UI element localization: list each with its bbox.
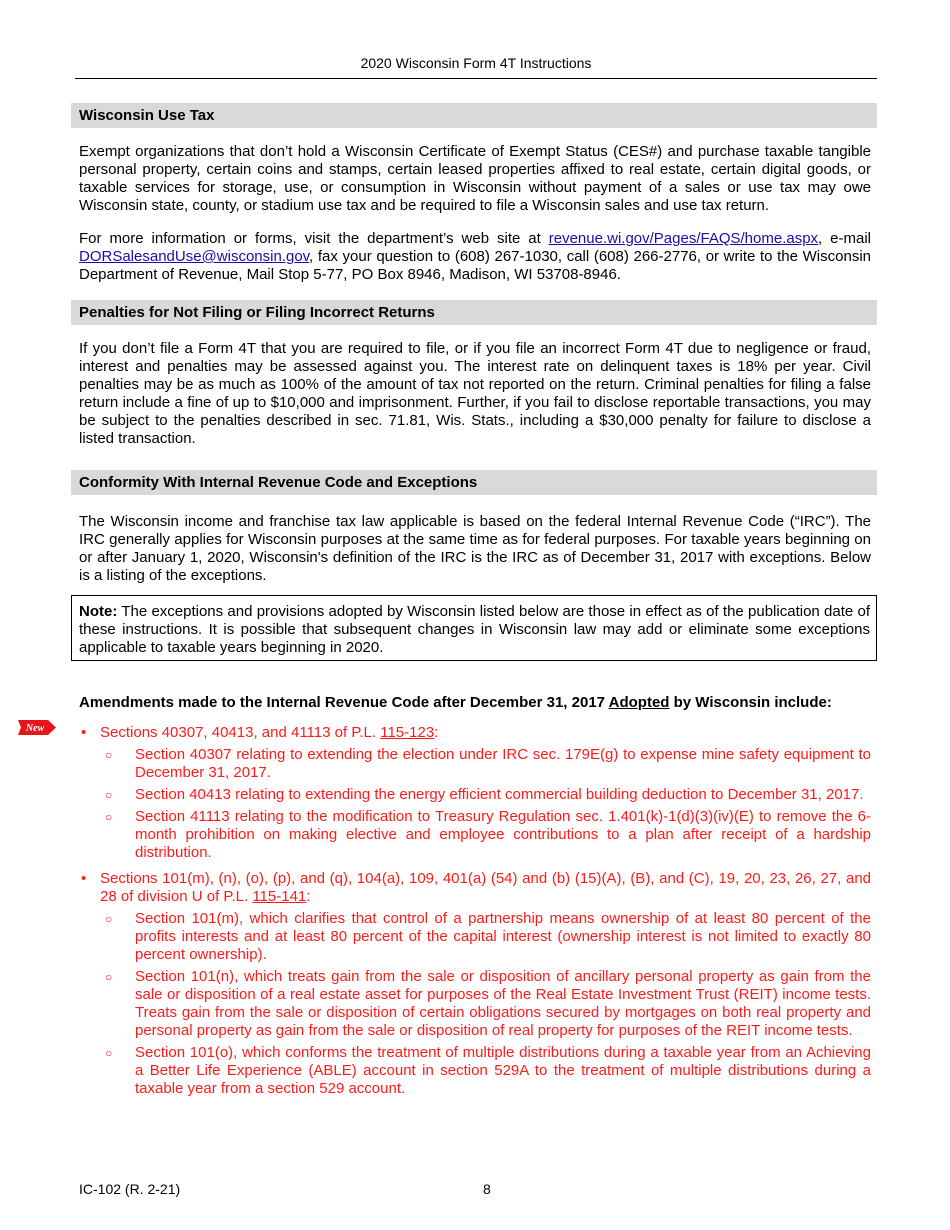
circle-bullet-icon: ○ <box>105 788 113 802</box>
sub-item <box>100 808 871 862</box>
item1-text-b: : <box>434 724 439 741</box>
note-text: The exceptions and provisions adopted by Wisconsin listed below are those in effect as of the publication date of these instructions. It is possible that subsequent changes in Wisconsin law may add or eliminate some exceptions applicable to taxable years beginning in 2020. <box>79 603 870 656</box>
use-tax-text-a: For more information or forms, visit the department’s web site at <box>79 230 549 247</box>
new-arrow-icon <box>18 720 56 735</box>
use-tax-paragraph-2 <box>71 230 877 284</box>
page-header-title: 2020 Wisconsin Form 4T Instructions <box>360 55 592 71</box>
sub-item <box>100 786 871 804</box>
law-115-123: 115-123 <box>380 724 435 741</box>
sublist-pl-115-141 <box>100 910 871 1098</box>
sub-item <box>100 910 871 964</box>
amendments-heading-adopted: Adopted <box>608 694 670 711</box>
faq-link[interactable]: revenue.wi.gov/Pages/FAQS/home.aspx <box>548 230 819 247</box>
note-box <box>71 595 877 661</box>
sub-item-text: Section 41113 relating to the modification to Treasury Regulation sec. 1.401(k)-1(d)(3)(iv)(E) to remove the 6-month prohibition on making elective and employee contributions to a plan after receipt of a hardship distribution. <box>135 808 871 861</box>
sub-item <box>100 746 871 782</box>
sub-item <box>100 968 871 1040</box>
list-item-pl-115-123 <box>71 724 877 862</box>
amendments-heading-b: by Wisconsin include: <box>669 694 832 711</box>
footer-form-id: IC-102 (R. 2-21) <box>79 1181 181 1197</box>
use-tax-text-c: , fax your question to (608) 267-1030, call (608) 266-2776, or write to the Wisconsin Department of Revenue, Mail Stop 5-77, PO Box 8946, Madison, WI 53708-8946. <box>79 248 871 283</box>
sub-item-text: Section 101(o), which conforms the treatment of multiple distributions during a taxable year from an Achieving a Better Life Experience (ABLE) account in section 529A to the treatment of multiple distributions during a taxable year from a section 529 account. <box>135 1044 871 1097</box>
use-tax-paragraph-1: Exempt organizations that don’t hold a Wisconsin Certificate of Exempt Status (CES#) and purchase taxable tangible personal property, certain coins and stamps, certain leased properties affixed to real estate, certain digital goods, or taxable services for storage, use, or consumption in Wisconsin without payment of a sales or use tax may owe Wisconsin state, county, or stadium use tax and be required to file a Wisconsin sales and use tax return. <box>79 143 871 214</box>
amendments-heading <box>71 694 877 712</box>
sub-item-text: Section 101(m), which clarifies that control of a partnership means ownership of at least 80 percent of the profits interests and at least 80 percent of the capital interest (ownership interest is not limited to exactly 80 percent ownership). <box>135 910 871 963</box>
penalties-paragraph: If you don’t file a Form 4T that you are required to file, or if you file an incorrect Form 4T due to negligence or fraud, interest and penalties may be assessed against you. The interest rate on delinquent taxes is 18% per year. Civil penalties may be as much as 100% of the amount of tax not reported on the return. Criminal penalties for filing a false return include a fine of up to $10,000 and imprisonment. Further, if you fail to disclose reportable transactions, you may be subject to the penalties described in sec. 71.81, Wis. Stats., including a $30,000 penalty for failure to disclose a listed transaction. <box>79 340 871 447</box>
circle-bullet-icon: ○ <box>105 748 113 762</box>
amendments-heading-a: Amendments made to the Internal Revenue Code after December 31, 2017 <box>79 694 609 711</box>
sub-item-text: Section 40307 relating to extending the election under IRC sec. 179E(g) to expense mine safety equipment to December 31, 2017. <box>135 746 871 781</box>
section-heading-conformity: Conformity With Internal Revenue Code and Exceptions <box>71 470 877 495</box>
sub-item <box>100 1044 871 1098</box>
bullet-icon: • <box>81 724 87 741</box>
circle-bullet-icon: ○ <box>105 810 113 824</box>
email-link[interactable]: DORSalesandUse@wisconsin.gov <box>79 248 310 265</box>
note-label: Note: <box>79 603 118 620</box>
item2-text-b: : <box>306 888 311 905</box>
conformity-paragraph: The Wisconsin income and franchise tax law applicable is based on the federal Internal Revenue Code (“IRC”). The IRC generally applies for Wisconsin purposes at the same time as for federal purposes. For taxable years beginning on or after January 1, 2020, Wisconsin's definition of the IRC is the IRC as of December 31, 2017 with exceptions. Below is a listing of the exceptions. <box>79 513 871 584</box>
law-115-141: 115-141 <box>252 888 307 905</box>
footer-page-number: 8 <box>483 1181 491 1197</box>
section-heading-use-tax: Wisconsin Use Tax <box>71 103 877 128</box>
header-divider <box>75 78 877 79</box>
item1-text-a: Sections 40307, 40413, and 41113 of P.L. <box>100 724 381 741</box>
sub-item-text: Section 40413 relating to extending the energy efficient commercial building deduction to December 31, 2017. <box>135 786 864 803</box>
section-heading-penalties: Penalties for Not Filing or Filing Incorrect Returns <box>71 300 877 325</box>
circle-bullet-icon: ○ <box>105 912 113 926</box>
sub-item-text: Section 101(n), which treats gain from the sale or disposition of ancillary personal property as gain from the sale or disposition of a real estate asset for purposes of the Real Estate Investment Trust (REIT) income tests. Treats gain from the sale or disposition of certain obligations secured by mortgages on both real property and personal property as gain from the sale or disposition of real property for purposes of the REIT income tests. <box>135 968 871 1039</box>
circle-bullet-icon: ○ <box>105 970 113 984</box>
circle-bullet-icon: ○ <box>105 1046 113 1060</box>
page-content <box>71 103 877 1102</box>
bullet-icon: • <box>81 870 87 887</box>
item2-text-a: Sections 101(m), (n), (o), (p), and (q), 104(a), 109, 401(a) (54) and (b) (15)(A), (B), and (C), 19, 20, 23, 26, 27, and 28 of division U of P.L. <box>100 870 871 905</box>
sublist-pl-115-123 <box>100 746 871 862</box>
amendments-list <box>71 724 877 1098</box>
new-badge-label: New <box>25 723 45 734</box>
use-tax-text-b: , e-mail <box>818 230 871 247</box>
list-item-pl-115-141 <box>71 870 877 1098</box>
